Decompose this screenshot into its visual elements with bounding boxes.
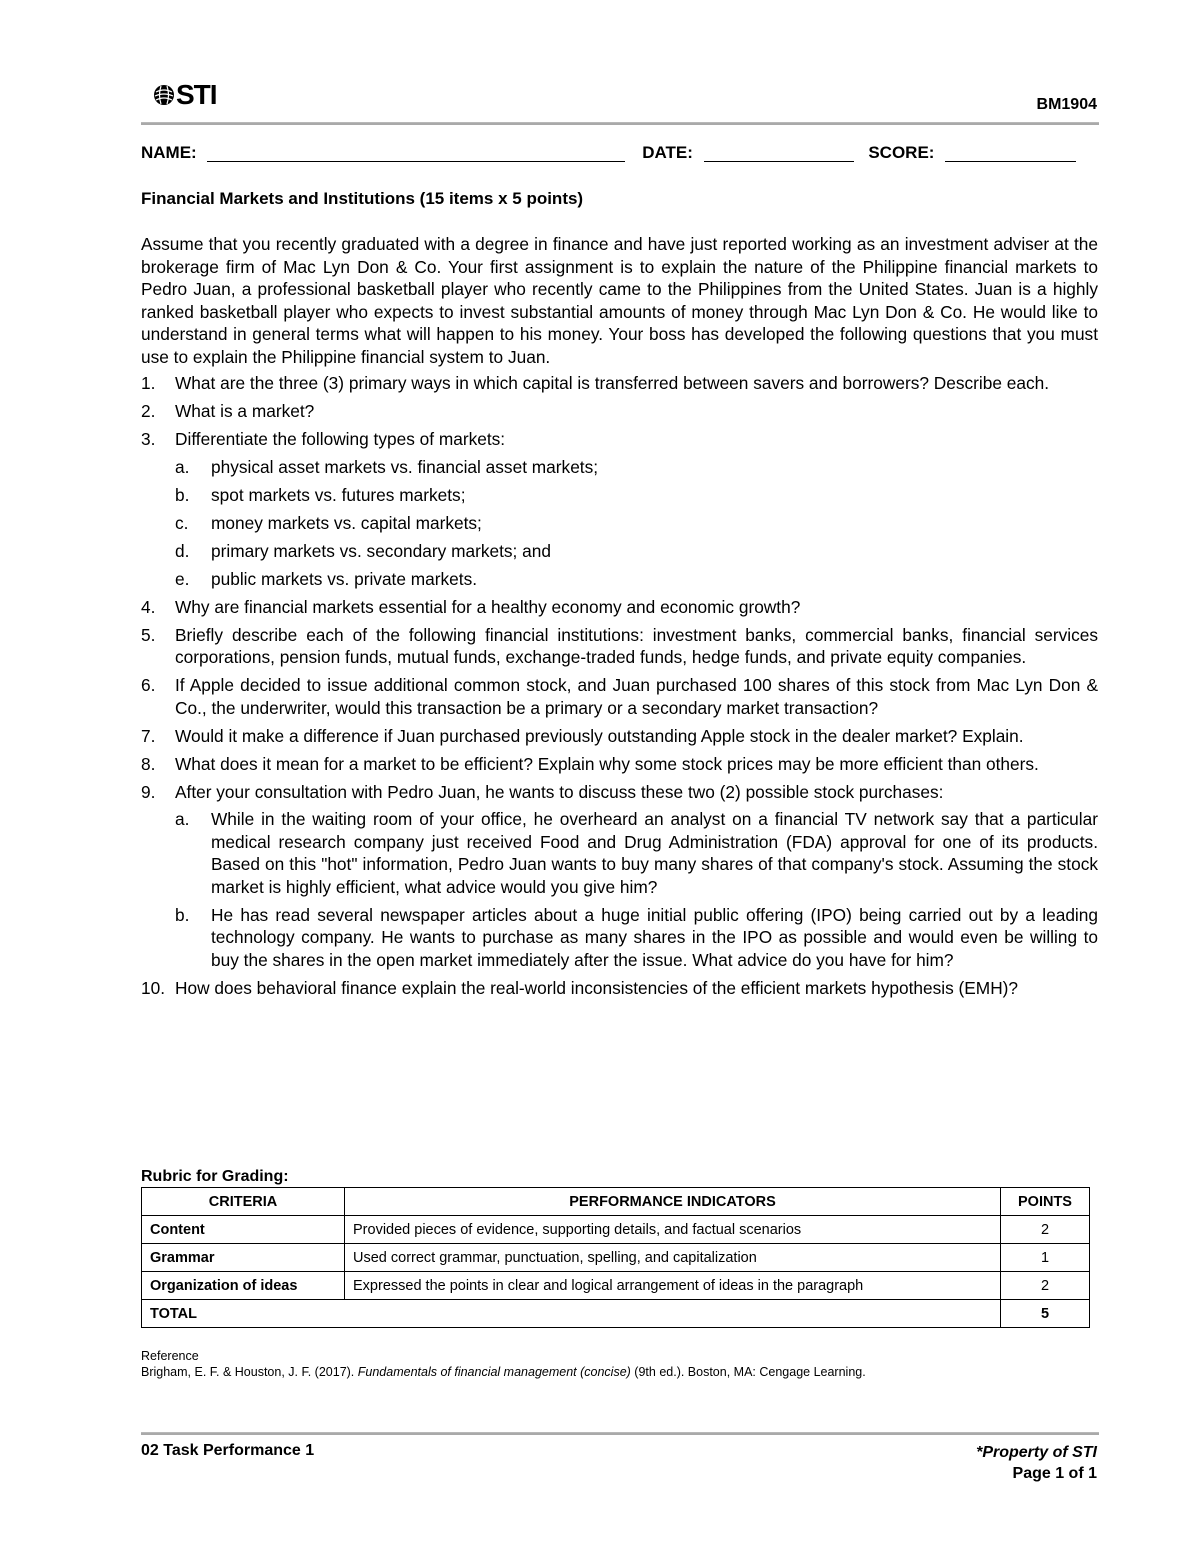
total-row <box>142 1300 1090 1328</box>
property-notice: *Property of STI <box>976 1444 1097 1461</box>
reference-block <box>141 1348 866 1380</box>
sub-question-item: a. While in the waiting room of your office, he overheard an analyst on a financial TV network say that a particular medical research company just received Food and Drug Administration (FDA) approval for one of its products. Based on this "hot" information, Pedro Juan wants to buy many shares of that company's stock. Assuming the stock market is highly efficient, what advice would you give him? <box>175 809 1098 897</box>
sub-question-item: b. spot markets vs. futures markets; <box>175 484 466 505</box>
question-list <box>141 372 1098 999</box>
date-label: DATE: <box>642 143 693 162</box>
rubric-header-row <box>142 1188 1090 1216</box>
score-blank[interactable] <box>945 141 1076 162</box>
table-row <box>142 1216 1090 1244</box>
total-label: TOTAL <box>142 1300 1001 1328</box>
question-item: 1. What are the three (3) primary ways in which capital is transferred between savers and borrowers? Describe each. <box>141 373 1050 393</box>
question-item: 8. What does it mean for a market to be efficient? Explain why some stock prices may be more efficient than others. <box>141 753 1039 774</box>
footer-task-name: 02 Task Performance 1 <box>141 1442 315 1459</box>
indicators-header: PERFORMANCE INDICATORS <box>345 1188 1001 1216</box>
page-number: Page 1 of 1 <box>1012 1465 1097 1482</box>
sub-question-list <box>175 808 1098 971</box>
reference-citation: Brigham, E. F. & Houston, J. F. (2017). Fundamentals of financial management (concise) (9th ed.). Boston, MA: Cengage Learning. <box>141 1365 866 1379</box>
footer-right <box>976 1442 1097 1484</box>
sub-question-list <box>175 456 1098 591</box>
sub-question-item: b. He has read several newspaper articles about a huge initial public offering (IPO) being carried out by a leading technology company. He wants to purchase as many shares in the IPO as possible and would even be willing to buy the shares in the open market immediately after the issue. What advice do you have for him? <box>175 904 1098 970</box>
sub-question-item: c. money markets vs. capital markets; <box>175 512 482 533</box>
table-row <box>142 1272 1090 1300</box>
sub-question-item: a. physical asset markets vs. financial asset markets; <box>175 456 599 477</box>
student-info-fields <box>141 140 1099 166</box>
question-item: 7. Would it make a difference if Juan purchased previously outstanding Apple stock in the dealer market? Explain. <box>141 725 1024 746</box>
footer-divider <box>141 1432 1099 1435</box>
criteria-header: CRITERIA <box>142 1188 345 1216</box>
sti-logo <box>152 78 217 112</box>
question-item: 6. If Apple decided to issue additional common stock, and Juan purchased 100 shares of this stock from Mac Lyn Don & Co., the underwriter, would this transaction be a primary or a secondary market transaction? <box>141 675 1098 718</box>
criteria-cell: Organization of ideas <box>142 1272 345 1300</box>
intro-paragraph: Assume that you recently graduated with a degree in finance and have just reported working as an investment adviser at the brokerage firm of Mac Lyn Don & Co. Your first assignment is to explain the nature of the Philippine financial markets to Pedro Juan, a professional basketball player who recently came to the Philippines from the United States. Juan is a highly ranked basketball player who expects to invest substantial amounts of money through Mac Lyn Don & Co. He would like to understand in general terms what will happen to his money. Your boss has developed the following questions that you must use to explain the Philippine financial system to Juan. <box>141 234 1098 367</box>
assignment-content <box>141 233 1098 1005</box>
question-item: 2. What is a market? <box>141 401 315 421</box>
question-item: 9. After your consultation with Pedro Juan, he wants to discuss these two (2) possible stock purchases: a. While in the waiting room of your office, he overheard an analyst on a financial TV network say that a particular medical research company just received Food and Drug Administration (FDA) approval for one of its products. Based on this "hot" information, Pedro Juan wants to buy many shares of that company's stock. Assuming the stock market is highly efficient, what advice would you give him? b. He has read several newspaper articles about a huge initial public offering (IPO) being carried out by a leading technology company. He wants to purchase as many shares in the IPO as possible and would even be willing to buy the shares in the open market immediately after the issue. What advice do you have for him? <box>141 781 1098 970</box>
rubric-title: Rubric for Grading: <box>141 1168 289 1185</box>
name-blank[interactable] <box>207 141 625 162</box>
score-label: SCORE: <box>868 143 935 162</box>
date-blank[interactable] <box>704 141 854 162</box>
points-cell: 1 <box>1001 1244 1090 1272</box>
criteria-cell: Content <box>142 1216 345 1244</box>
indicator-cell: Used correct grammar, punctuation, spelling, and capitalization <box>345 1244 1001 1272</box>
reference-book-title: Fundamentals of financial management (concise) <box>357 1365 631 1379</box>
indicator-cell: Provided pieces of evidence, supporting details, and factual scenarios <box>345 1216 1001 1244</box>
total-points: 5 <box>1001 1300 1090 1328</box>
rubric-table <box>141 1187 1090 1328</box>
reference-label: Reference <box>141 1349 199 1363</box>
question-item: 4. Why are financial markets essential for a healthy economy and economic growth? <box>141 596 801 617</box>
logo-text: STI <box>176 79 217 110</box>
question-item: 3. Differentiate the following types of markets: a. physical asset markets vs. financial asset markets; b. spot markets vs. futures markets; c. money markets vs. capital markets; d. primary markets vs. secondary markets; and e. public markets vs. private markets. <box>141 428 1098 590</box>
points-cell: 2 <box>1001 1216 1090 1244</box>
sub-question-item: d. primary markets vs. secondary markets; and <box>175 540 551 561</box>
criteria-cell: Grammar <box>142 1244 345 1272</box>
assignment-title: Financial Markets and Institutions (15 items x 5 points) <box>141 189 584 208</box>
question-item: 10. How does behavioral finance explain the real-world inconsistencies of the efficient markets hypothesis (EMH)? <box>141 977 1019 998</box>
course-code: BM1904 <box>1036 96 1097 113</box>
sub-question-item: e. public markets vs. private markets. <box>175 568 478 589</box>
points-header: POINTS <box>1001 1188 1090 1216</box>
points-cell: 2 <box>1001 1272 1090 1300</box>
sti-globe-icon <box>152 83 176 107</box>
indicator-cell: Expressed the points in clear and logical arrangement of ideas in the paragraph <box>345 1272 1001 1300</box>
table-row <box>142 1244 1090 1272</box>
question-item: 5. Briefly describe each of the following financial institutions: investment banks, commercial banks, financial services corporations, pension funds, mutual funds, exchange-traded funds, hedge funds, and private equity companies. <box>141 624 1098 667</box>
name-label: NAME: <box>141 143 197 162</box>
header-divider <box>141 122 1099 125</box>
